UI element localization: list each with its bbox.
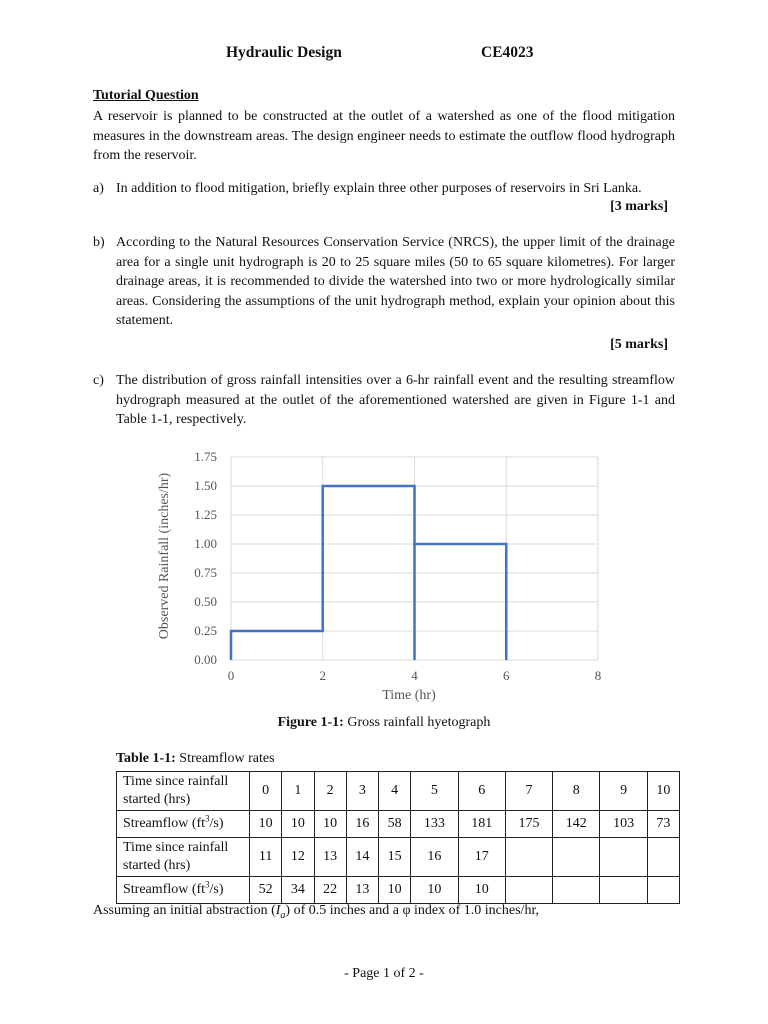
question-c-letter: c)	[93, 373, 104, 388]
x-tick-label: 0	[227, 668, 235, 683]
chart-ticks	[194, 449, 601, 683]
assumption-ia: I	[275, 903, 281, 918]
table-caption	[116, 751, 275, 767]
flow-cell: 10	[314, 811, 346, 838]
assumption-post: ) of 0.5 inches and a φ index of 1.0 inches/hr,	[285, 903, 540, 918]
question-b-marks: [5 marks]	[610, 337, 668, 352]
time-cell: 6	[458, 772, 505, 811]
flow-cell	[505, 877, 552, 904]
streamflow-header-end: /s)	[209, 882, 224, 897]
time-cell: 17	[458, 838, 505, 877]
streamflow-row-header	[117, 811, 250, 838]
question-b-letter: b)	[93, 235, 105, 250]
question-a-text: In addition to flood mitigation, briefly explain three other purposes of reservoirs in Sri Lanka.	[116, 181, 642, 196]
y-tick-label: 1.75	[194, 449, 217, 464]
time-cell: 5	[411, 772, 458, 811]
time-cell: 7	[505, 772, 552, 811]
course-code: CE4023	[481, 44, 534, 61]
flow-cell: 10	[411, 877, 458, 904]
x-tick-label: 6	[503, 668, 510, 683]
assumption-ia-sub: a	[280, 909, 286, 921]
time-row-header: Time since rainfall started (hrs)	[117, 838, 250, 877]
chart-y-axis-label: Observed Rainfall (inches/hr)	[157, 472, 172, 640]
flow-cell: 175	[505, 811, 552, 838]
x-tick-label: 2	[319, 668, 326, 683]
time-cell	[505, 838, 552, 877]
x-tick-label: 8	[594, 668, 602, 683]
time-cell: 8	[553, 772, 600, 811]
streamflow-header-sup: 3	[205, 813, 210, 824]
time-cell: 4	[379, 772, 411, 811]
flow-cell: 10	[379, 877, 411, 904]
flow-cell: 52	[250, 877, 282, 904]
figure-caption-text: Gross rainfall hyetograph	[343, 715, 491, 730]
table-row	[117, 838, 680, 877]
flow-cell: 133	[411, 811, 458, 838]
streamflow-header-text: Streamflow (ft	[123, 882, 206, 897]
time-cell: 2	[314, 772, 346, 811]
flow-cell: 181	[458, 811, 505, 838]
flow-cell	[647, 877, 679, 904]
y-tick-label: 1.00	[194, 536, 217, 551]
time-cell: 9	[600, 772, 647, 811]
question-c-text: The distribution of gross rainfall intensities over a 6-hr rainfall event and the resulting streamflow hydrograph measured at the outlet of the aforementioned watershed are given in Figure 1-1 and Table 1-1, respectively.	[116, 373, 675, 427]
time-cell: 15	[379, 838, 411, 877]
streamflow-header-text: Streamflow (ft	[123, 816, 206, 831]
flow-cell: 22	[314, 877, 346, 904]
flow-cell: 103	[600, 811, 647, 838]
y-tick-label: 0.75	[194, 565, 217, 580]
flow-cell: 16	[346, 811, 378, 838]
x-tick-label: 4	[411, 668, 418, 683]
flow-cell: 13	[346, 877, 378, 904]
flow-cell: 73	[647, 811, 679, 838]
time-cell	[647, 838, 679, 877]
assumption-text	[93, 903, 539, 921]
streamflow-header-end: /s)	[209, 816, 224, 831]
y-tick-label: 1.50	[194, 478, 217, 493]
flow-cell: 10	[458, 877, 505, 904]
question-b-text: According to the Natural Resources Conservation Service (NRCS), the upper limit of the drainage area for a single unit hydrograph is 20 to 25 square miles (50 to 65 square kilometres). For larger drainage areas, it is recommended to divide the watershed into two or more hydrologically similar areas. Considering the assumptions of the unit hydrograph method, explain your opinion about this statement.	[116, 235, 675, 328]
time-cell: 10	[647, 772, 679, 811]
y-tick-label: 0.25	[194, 623, 217, 638]
page-footer: - Page 1 of 2 -	[344, 966, 424, 981]
time-cell: 0	[250, 772, 282, 811]
time-cell: 12	[282, 838, 314, 877]
table-row	[117, 772, 680, 811]
streamflow-header-sup: 3	[205, 879, 210, 890]
hyetograph-chart	[150, 444, 620, 706]
flow-cell: 10	[250, 811, 282, 838]
flow-cell: 142	[553, 811, 600, 838]
time-cell: 11	[250, 838, 282, 877]
tutorial-heading: Tutorial Question	[93, 88, 199, 103]
time-row-header: Time since rainfall started (hrs)	[117, 772, 250, 811]
flow-cell: 34	[282, 877, 314, 904]
figure-caption	[0, 715, 768, 731]
figure-label: Figure 1-1:	[277, 715, 344, 730]
table-row	[117, 877, 680, 904]
assumption-pre: Assuming an initial abstraction (	[93, 903, 276, 918]
question-a-marks: [3 marks]	[610, 199, 668, 214]
time-cell: 3	[346, 772, 378, 811]
table-label: Table 1-1:	[116, 751, 176, 766]
chart-x-axis-label: Time (hr)	[382, 688, 436, 703]
time-cell	[553, 838, 600, 877]
document-title: Hydraulic Design	[226, 44, 342, 61]
time-cell: 13	[314, 838, 346, 877]
table-row	[117, 811, 680, 838]
table-caption-text: Streamflow rates	[175, 751, 275, 766]
y-tick-label: 0.00	[194, 652, 217, 667]
time-cell	[600, 838, 647, 877]
streamflow-table	[116, 771, 680, 904]
flow-cell	[553, 877, 600, 904]
streamflow-row-header	[117, 877, 250, 904]
flow-cell: 58	[379, 811, 411, 838]
time-cell: 14	[346, 838, 378, 877]
intro-paragraph: A reservoir is planned to be constructed at the outlet of a watershed as one of the flood mitigation measures in the downstream areas. The design engineer needs to estimate the outflow flood hydrograph from the reservoir.	[93, 109, 675, 163]
flow-cell	[600, 877, 647, 904]
flow-cell: 10	[282, 811, 314, 838]
question-a-letter: a)	[93, 181, 104, 196]
time-cell: 1	[282, 772, 314, 811]
time-cell: 16	[411, 838, 458, 877]
y-tick-label: 0.50	[194, 594, 217, 609]
y-tick-label: 1.25	[194, 507, 217, 522]
